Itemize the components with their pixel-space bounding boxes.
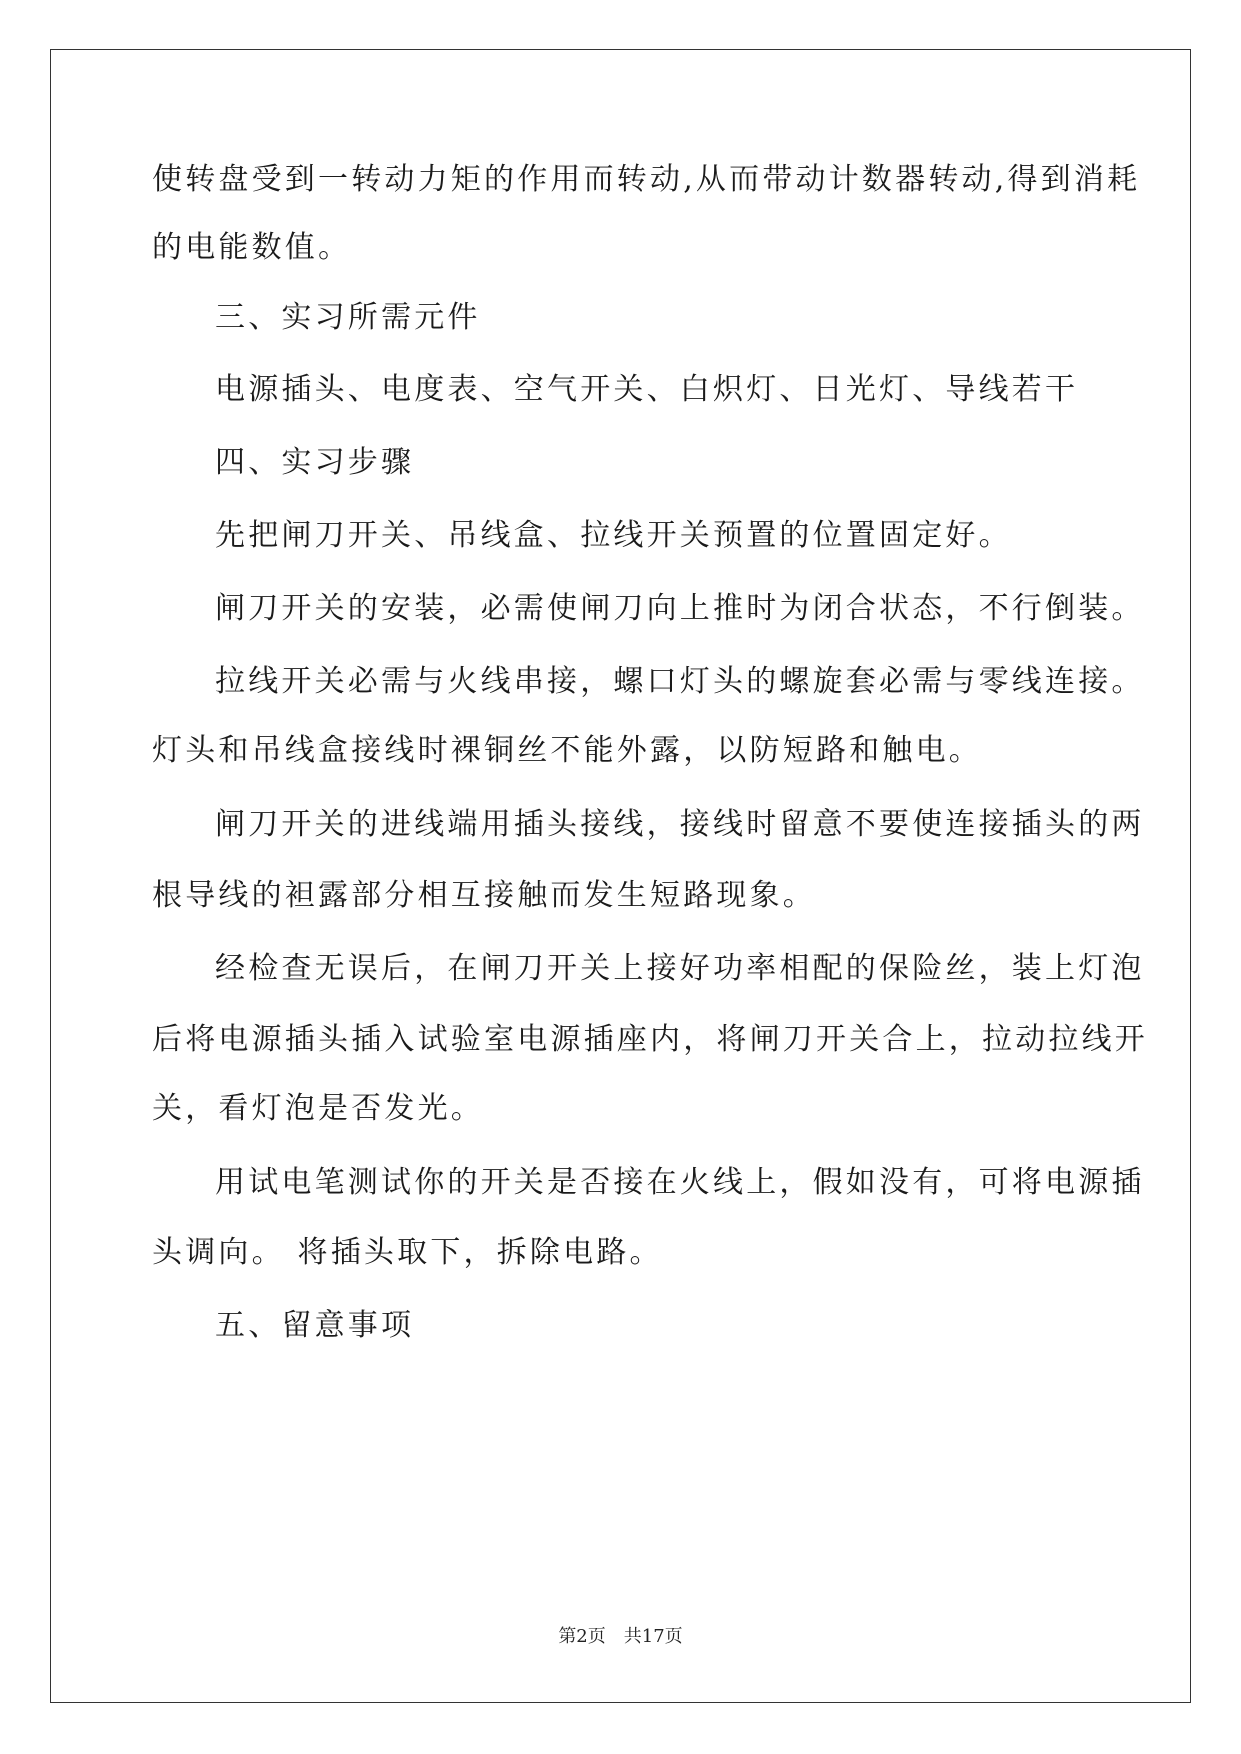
text-line: 用试电笔测试你的开关是否接在火线上，假如没有，可将电源插 (215, 1165, 1145, 1200)
text-line: 经检查无误后，在闸刀开关上接好功率相配的保险丝，装上灯泡 (215, 951, 1145, 986)
text-line: 闸刀开关的安装，必需使闸刀向上推时为闭合状态，不行倒装。 (215, 591, 1145, 626)
text-line: 的电能数值。 (152, 230, 352, 265)
text-line: 闸刀开关的进线端用插头接线，接线时留意不要使连接插头的两 (215, 807, 1145, 842)
text-line: 根导线的袒露部分相互接触而发生短路现象。 (152, 878, 816, 913)
text-line: 灯头和吊线盒接线时裸铜丝不能外露，以防短路和触电。 (152, 733, 982, 768)
text-line: 电源插头、电度表、空气开关、白炽灯、日光灯、导线若干 (215, 372, 1079, 407)
section-heading: 五、留意事项 (215, 1308, 415, 1343)
page-number: 第2页 (558, 1626, 606, 1647)
text-line: 关，看灯泡是否发光。 (152, 1091, 484, 1126)
text-line: 使转盘受到一转动力矩的作用而转动,从而带动计数器转动,得到消耗 (152, 162, 1141, 197)
page-total: 共17页 (623, 1626, 683, 1647)
text-line: 后将电源插头插入试验室电源插座内，将闸刀开关合上，拉动拉线开 (152, 1022, 1148, 1057)
section-heading: 三、实习所需元件 (215, 300, 481, 335)
page-footer (0, 1625, 1241, 1649)
text-line: 头调向。 将插头取下，拆除电路。 (152, 1235, 663, 1270)
text-line: 拉线开关必需与火线串接，螺口灯头的螺旋套必需与零线连接。 (215, 664, 1145, 699)
text-line: 先把闸刀开关、吊线盒、拉线开关预置的位置固定好。 (215, 518, 1012, 553)
section-heading: 四、实习步骤 (215, 445, 415, 480)
